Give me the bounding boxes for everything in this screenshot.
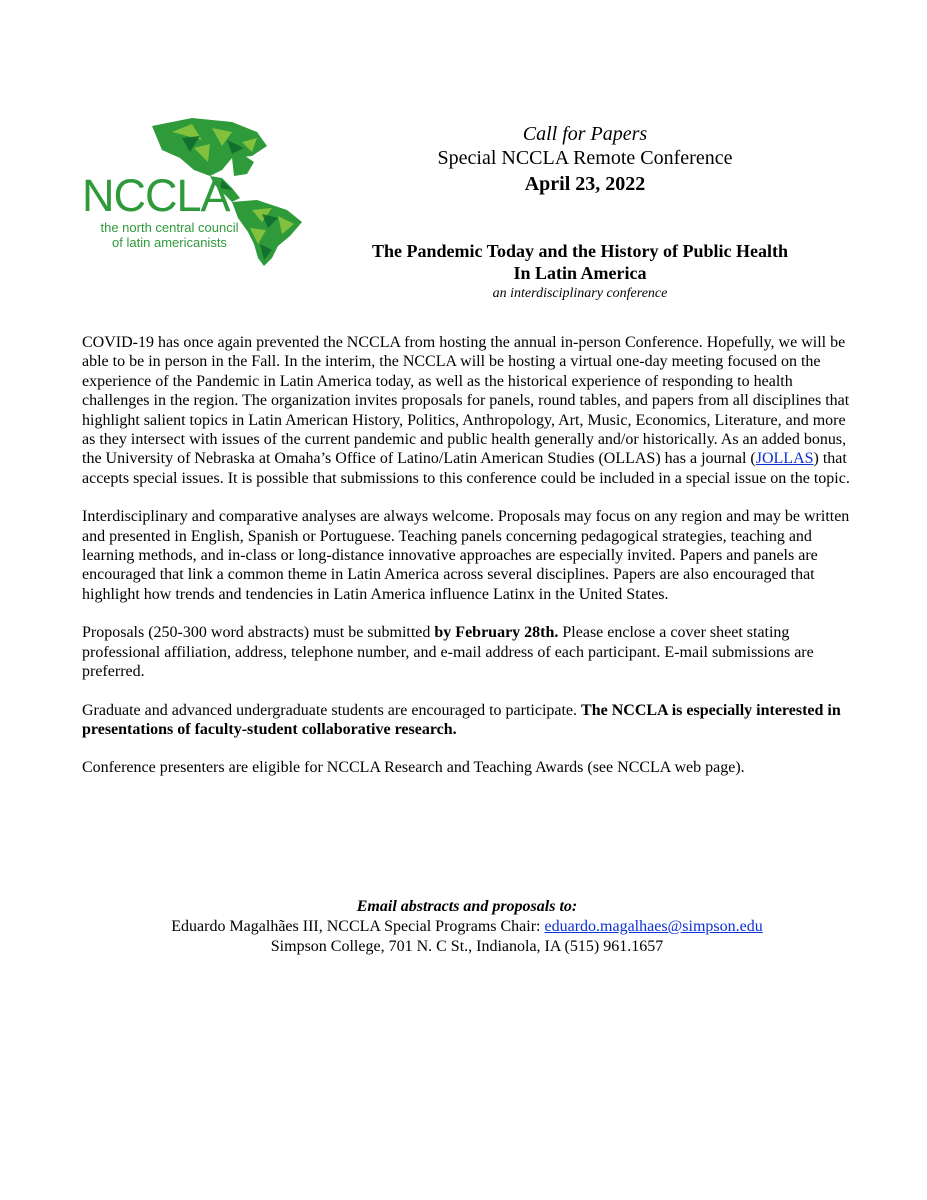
contact-chair-line: [82, 917, 852, 937]
paragraph-interdisciplinary: Interdisciplinary and comparative analyses are always welcome. Proposals may focus on any region and may be written and presented in English, Spanish or Portuguese. Teaching panels concerning pedagogical strategies, teaching and learning methods, and in-class or long-distance innovative approaches are especially invited. Papers and panels are encouraged that link a common theme in Latin America across several disciplines. Papers are also encouraged that highlight how trends and tendencies in Latin America influence Latinx in the United States.: [82, 508, 850, 603]
body-text: [82, 333, 852, 797]
conference-title-line2: In Latin America: [513, 263, 647, 283]
logo-tagline-line2: of latin americanists: [112, 235, 227, 250]
paragraph-awards: Conference presenters are eligible for NCCLA Research and Teaching Awards (see NCCLA web page).: [82, 759, 745, 777]
contact-email-link[interactable]: eduardo.magalhaes@simpson.edu: [544, 918, 763, 935]
contact-address: Simpson College, 701 N. C St., Indianola, IA (515) 961.1657: [270, 938, 664, 955]
proposals-text-end: Please enclose a cover sheet stating professional affiliation, address, telephone number, and e-mail address of each participant. E-mail submissions are preferred.: [82, 624, 814, 681]
conference-date: April 23, 2022: [524, 173, 646, 195]
call-for-papers-heading: Call for Papers: [522, 123, 648, 145]
paragraph-intro-text-end: ) that accepts special issues. It is possible that submissions to this conference could be included in a special issue on the topic.: [82, 450, 850, 487]
logo-acronym: NCCLA: [82, 170, 230, 221]
conference-title-block: [300, 240, 860, 304]
logo-tagline-line1: the north central council: [100, 220, 239, 235]
paragraph-intro-text: COVID-19 has once again prevented the NCCLA from hosting the annual in-person Conference. Hopefully, we will be able to be in person in the Fall. In the interim, the NCCLA will be hosting a virtual one-day meeting focused on the experience of the Pandemic in Latin America today, as well as the historical experience of responding to health challenges in the region. The organization invites proposals for panels, round tables, and papers from all disciplines that highlight salient topics in Latin American History, Politics, Anthropology, Art, Music, Economics, Literature, and more as they intersect with issues of the current pandemic and public health generally and/or historically. As an added bonus, the University of Nebraska at Omaha’s Office of Latino/Latin American Studies (OLLAS) has a journal (: [82, 334, 850, 468]
conference-name: Special NCCLA Remote Conference: [437, 147, 733, 169]
header-block: [380, 122, 790, 197]
conference-title-line1: The Pandemic Today and the History of Public Health: [371, 241, 789, 261]
nccla-logo: [82, 118, 314, 268]
contact-chair: Eduardo Magalhães III, NCCLA Special Programs Chair:: [171, 918, 545, 935]
paragraph-students: [82, 701, 852, 740]
paragraph-proposals: [82, 623, 852, 681]
students-text: Graduate and advanced undergraduate students are encouraged to participate.: [82, 701, 582, 719]
paragraph-intro: [82, 333, 852, 488]
contact-lead: Email abstracts and proposals to:: [356, 898, 578, 915]
deadline-text: by February 28th.: [434, 624, 559, 642]
jollas-link[interactable]: JOLLAS: [755, 450, 814, 468]
students-bold-text: The NCCLA is especially interested in presentations of faculty-student collaborative research.: [82, 701, 841, 738]
proposals-text: Proposals (250-300 word abstracts) must be submitted: [82, 624, 435, 642]
conference-subtitle: an interdisciplinary conference: [492, 286, 668, 301]
contact-block: [82, 897, 852, 957]
